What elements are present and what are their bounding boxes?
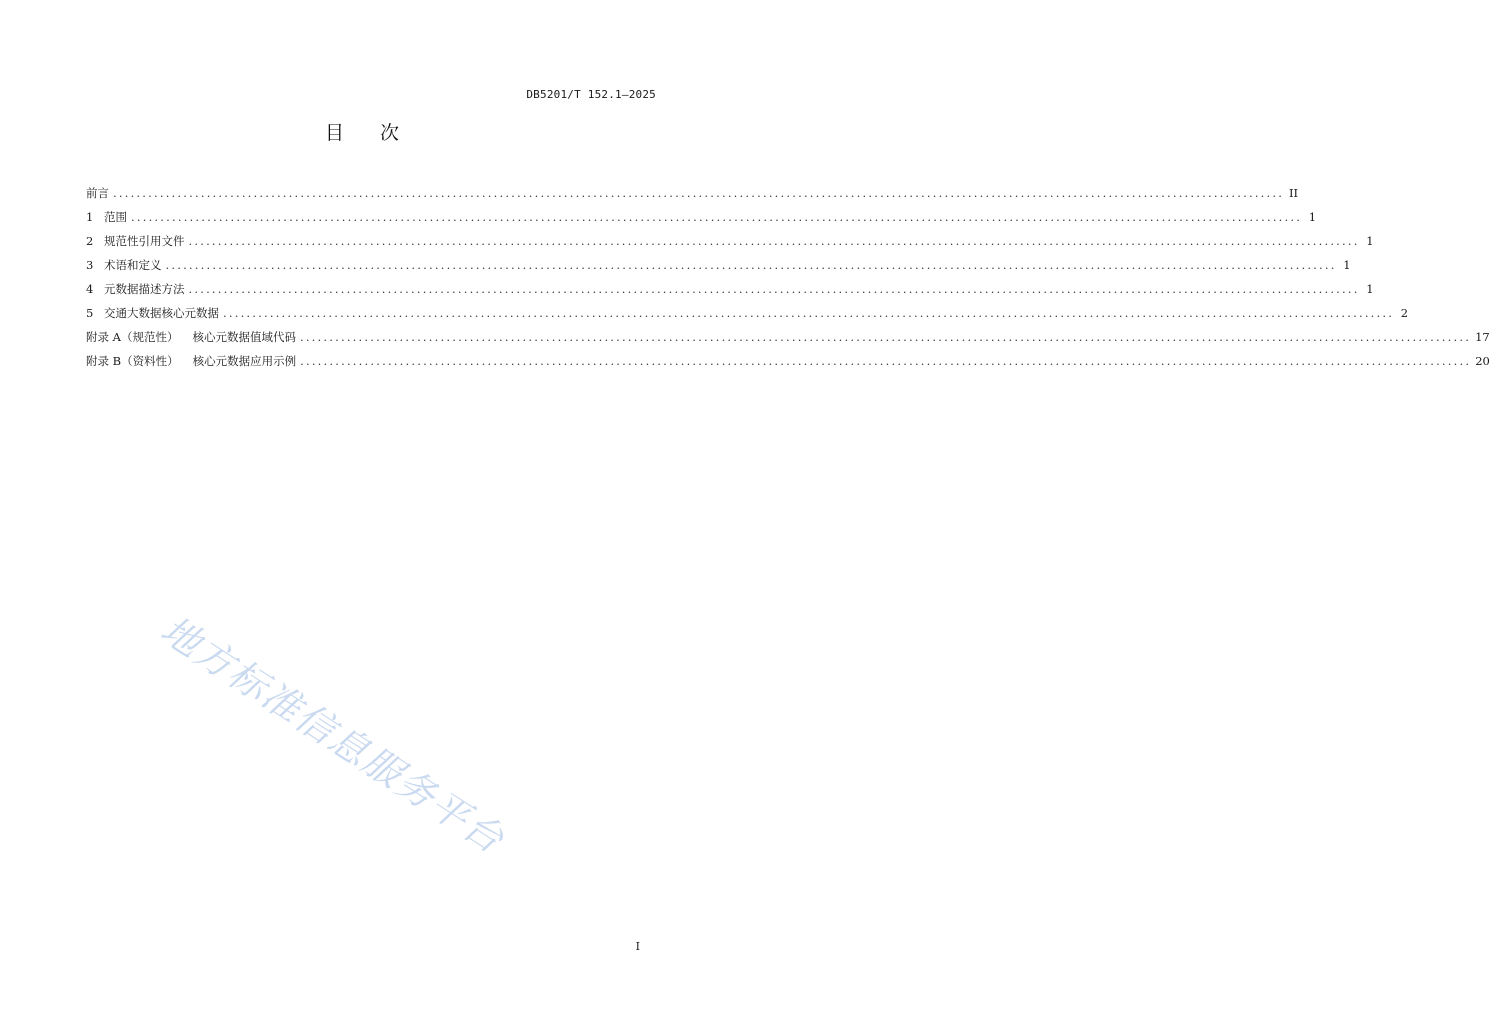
toc-title-char-2: 次: [380, 122, 400, 144]
toc-entry-label: 范围: [104, 210, 127, 224]
toc-leader-dots: ........................................................................................................................................................................................................: [131, 210, 1303, 224]
toc-entry-page: 1: [1366, 282, 1374, 296]
toc-leader-dots: ........................................................................................................................................................................................................: [188, 282, 1360, 296]
toc-entry-number: 1: [86, 210, 94, 224]
toc-entry-number: 3: [86, 258, 94, 272]
toc-entry-label: [86, 325, 296, 349]
toc-entry-page: 1: [1343, 258, 1351, 272]
toc-title-char-1: 目: [324, 122, 344, 144]
toc-entry-number: 5: [86, 306, 94, 320]
toc-entry-page: 1: [1308, 210, 1317, 224]
toc-entry-page: 1: [1366, 234, 1374, 248]
toc-entry-core-metadata[interactable]: [86, 301, 1409, 325]
toc-entry-label: 前言: [86, 186, 109, 200]
toc-entry-scope[interactable]: [86, 205, 1317, 229]
toc-annex-subtitle: 核心元数据应用示例: [192, 354, 297, 368]
toc-entry-label: [86, 349, 296, 373]
toc-annex-title: 附录 B（资料性）: [86, 354, 179, 368]
toc-leader-dots: ........................................................................................................................................................................................................: [299, 330, 1472, 344]
document-code: DB5201/T 152.1—2025: [526, 88, 656, 101]
toc-title: [0, 118, 724, 145]
toc-entry-metadata-method[interactable]: [86, 277, 1374, 301]
toc-entry-number: 4: [86, 282, 94, 296]
toc-entry-page: II: [1289, 186, 1299, 200]
toc-entry-label: 交通大数据核心元数据: [104, 306, 219, 320]
toc-annex-subtitle: 核心元数据值域代码: [192, 330, 296, 344]
toc-entry-terms-definitions[interactable]: [86, 253, 1351, 277]
toc-entry-normative-references[interactable]: [86, 229, 1374, 253]
toc-leader-dots: ........................................................................................................................................................................................................: [223, 306, 1395, 320]
toc-leader-dots: ........................................................................................................................................................................................................: [113, 186, 1285, 200]
toc-entry-label: 规范性引用文件: [104, 234, 185, 248]
toc-leader-dots: ........................................................................................................................................................................................................: [165, 258, 1337, 272]
toc-entry-page: 17: [1475, 330, 1490, 344]
toc-entry-foreword[interactable]: [86, 181, 1299, 205]
toc-entry-annex-a[interactable]: [86, 325, 1490, 349]
toc-entry-label: 术语和定义: [104, 258, 162, 272]
table-of-contents: [86, 181, 1490, 373]
toc-entry-annex-b[interactable]: [86, 349, 1490, 373]
toc-entry-page: 20: [1475, 354, 1490, 368]
page-number: I: [635, 940, 640, 953]
toc-leader-dots: ........................................................................................................................................................................................................: [188, 234, 1360, 248]
watermark: 地方标准信息服务平台: [153, 607, 513, 863]
toc-entry-number: 2: [86, 234, 94, 248]
toc-entry-label: 元数据描述方法: [104, 282, 185, 296]
toc-entry-page: 2: [1400, 306, 1409, 320]
toc-annex-title: 附录 A（规范性）: [86, 330, 179, 344]
toc-leader-dots: ........................................................................................................................................................................................................: [300, 354, 1472, 368]
